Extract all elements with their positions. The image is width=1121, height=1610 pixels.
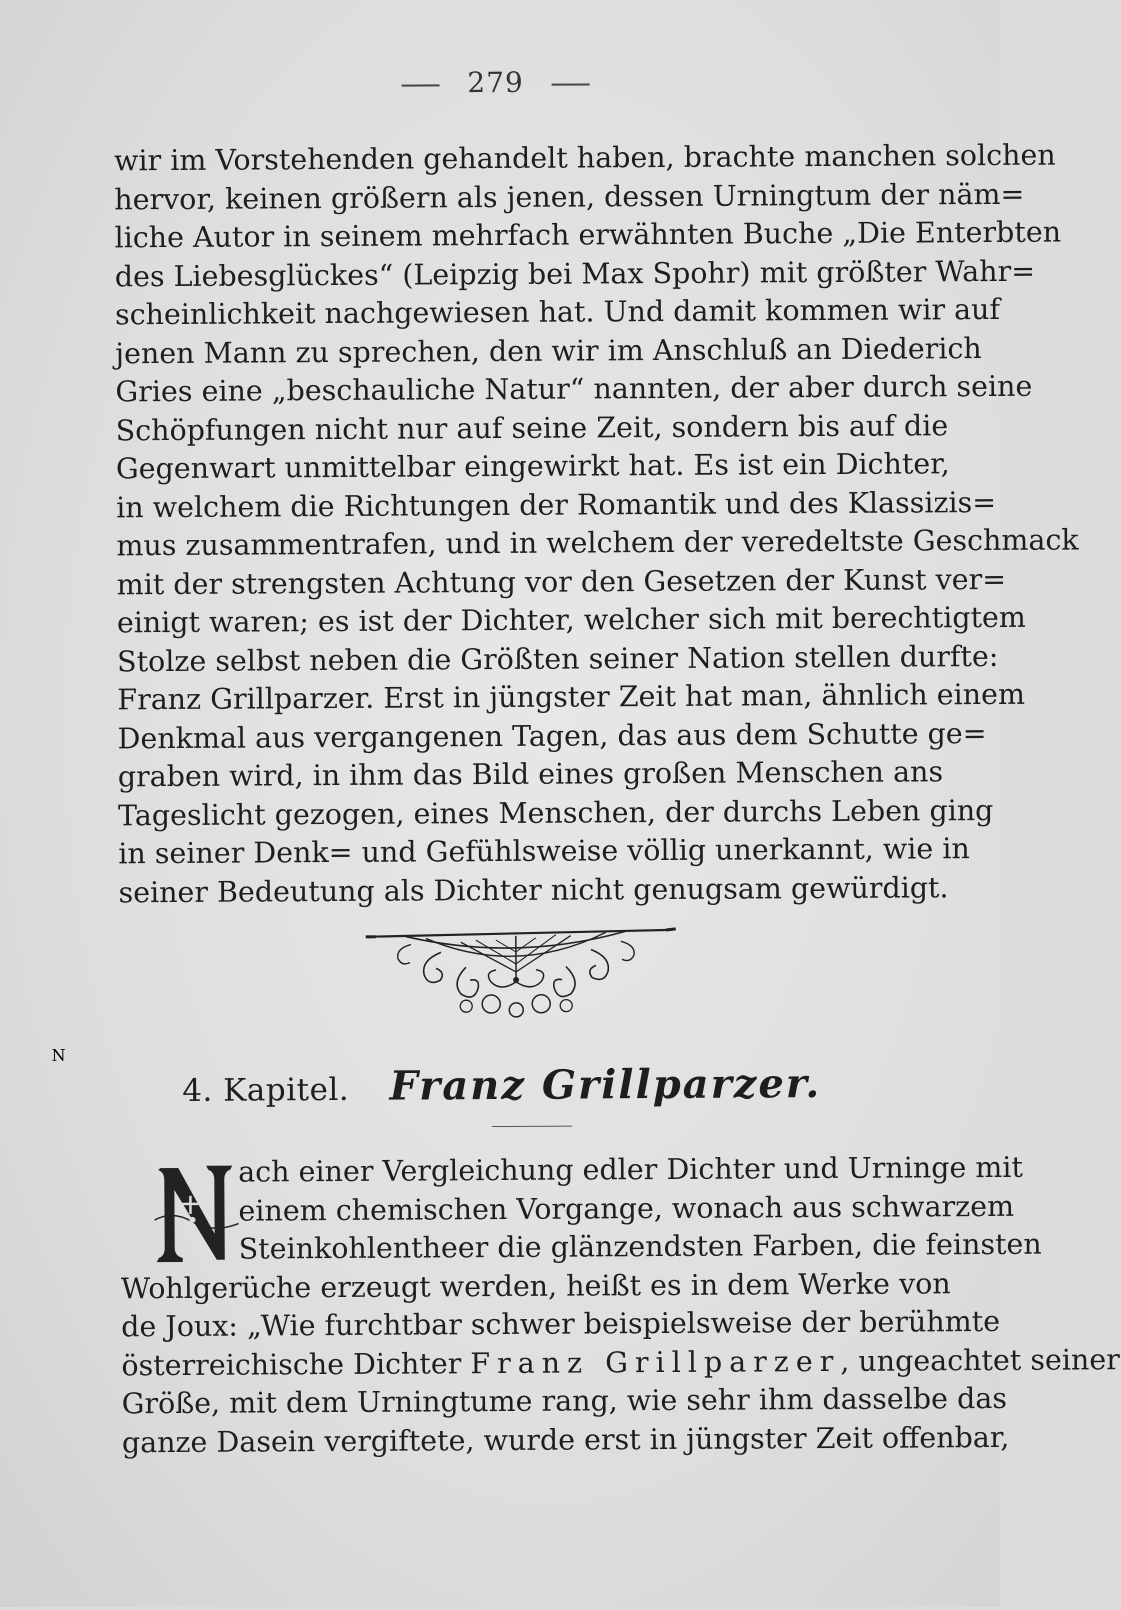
page-number: 279 <box>467 65 524 100</box>
text-line: wir im Vorstehenden gehandelt haben, brachte manchen solchen <box>113 138 1056 178</box>
text-line: de Joux: „Wie furchtbar schwer beispielsweise der berühmte <box>121 1304 1001 1344</box>
text-line: einem chemischen Vorgange, wonach aus schwarzem <box>238 1189 1015 1228</box>
text-line: Größe, mit dem Urningtume rang, wie sehr ihm dasselbe das <box>121 1381 1007 1421</box>
text-line: Stolze selbst neben die Größten seiner Nation stellen durfte: <box>117 639 999 678</box>
text-line: ach einer Vergleichung edler Dichter und Urninge mit <box>238 1150 1024 1189</box>
text-line: Tageslicht gezogen, eines Menschen, der durchs Leben ging <box>117 793 994 832</box>
text-segment: , ungeachtet seiner <box>840 1342 1120 1378</box>
spaced-name: Franz Grillparzer <box>470 1344 841 1380</box>
text-line: ganze Dasein vergiftete, wurde erst in jüngster Zeit offenbar, <box>121 1420 1010 1459</box>
text-line: Wohlgerüche erzeugt werden, heißt es in dem Werke von <box>120 1266 951 1305</box>
text-line: einigt waren; es ist der Dichter, welcher sich mit berechtigtem <box>116 600 1026 640</box>
paragraph-continuation <box>113 138 1079 913</box>
text-line: Steinkohlentheer die glänzendsten Farben, die feinsten <box>238 1227 1042 1266</box>
dropcap-letter: N <box>51 1045 66 1065</box>
text-line: in welchem die Richtungen der Romantik und des Klassizis= <box>116 485 997 524</box>
text-line: des Liebesglückes“ (Leipzig bei Max Spohr) mit größter Wahr= <box>114 254 1036 293</box>
text-segment: österreichische Dichter <box>121 1346 471 1382</box>
header-dash-left <box>401 84 439 86</box>
chapter-divider <box>492 1126 572 1127</box>
text-line: Gegenwart unmittelbar eingewirkt hat. Es ist ein Dichter, <box>115 447 950 486</box>
text-line-last: seiner Bedeutung als Dichter nicht genugsam gewürdigt. <box>118 870 949 909</box>
header-dash-right <box>552 83 590 85</box>
text-line: in seiner Denk= und Gefühlsweise völlig unerkannt, wie in <box>118 832 970 871</box>
text-line: mit der strengsten Achtung vor den Gesetzen der Kunst ver= <box>116 562 1007 601</box>
text-line: jenen Mann zu sprechen, den wir im Anschluß an Diederich <box>115 331 982 370</box>
text-line: Franz Grillparzer. Erst in jüngster Zeit hat man, ähnlich einem <box>117 677 1026 717</box>
text-line: Gries eine „beschauliche Natur“ nannten, der aber durch seine <box>115 369 1033 409</box>
chapter-number: 4. Kapitel. <box>182 1071 350 1109</box>
text-line: mus zusammentrafen, und in welchem der veredeltste Geschmack <box>116 523 1079 563</box>
text-line: Denkmal aus vergangenen Tagen, das aus dem Schutte ge= <box>117 716 987 755</box>
text-line: liche Autor in seinem mehrfach erwähnten Buche „Die Enterbten <box>114 215 1062 255</box>
text-line: Schöpfungen nicht nur auf seine Zeit, sondern bis auf die <box>115 408 949 447</box>
text-line <box>121 1342 1120 1385</box>
chapter-title: Franz Grillparzer. <box>389 1060 822 1110</box>
decorative-ornament <box>366 921 677 1023</box>
text-line: hervor, keinen größern als jenen, dessen Urningtum der näm= <box>114 177 1025 216</box>
text-line: graben wird, in ihm das Bild eines großen Menschen ans <box>117 755 944 794</box>
page-header <box>0 63 996 102</box>
text-line: scheinlichkeit nachgewiesen hat. Und damit kommen wir auf <box>114 292 1001 332</box>
chapter-heading <box>2 1059 1002 1112</box>
chapter-opening-paragraph <box>120 1149 1120 1462</box>
